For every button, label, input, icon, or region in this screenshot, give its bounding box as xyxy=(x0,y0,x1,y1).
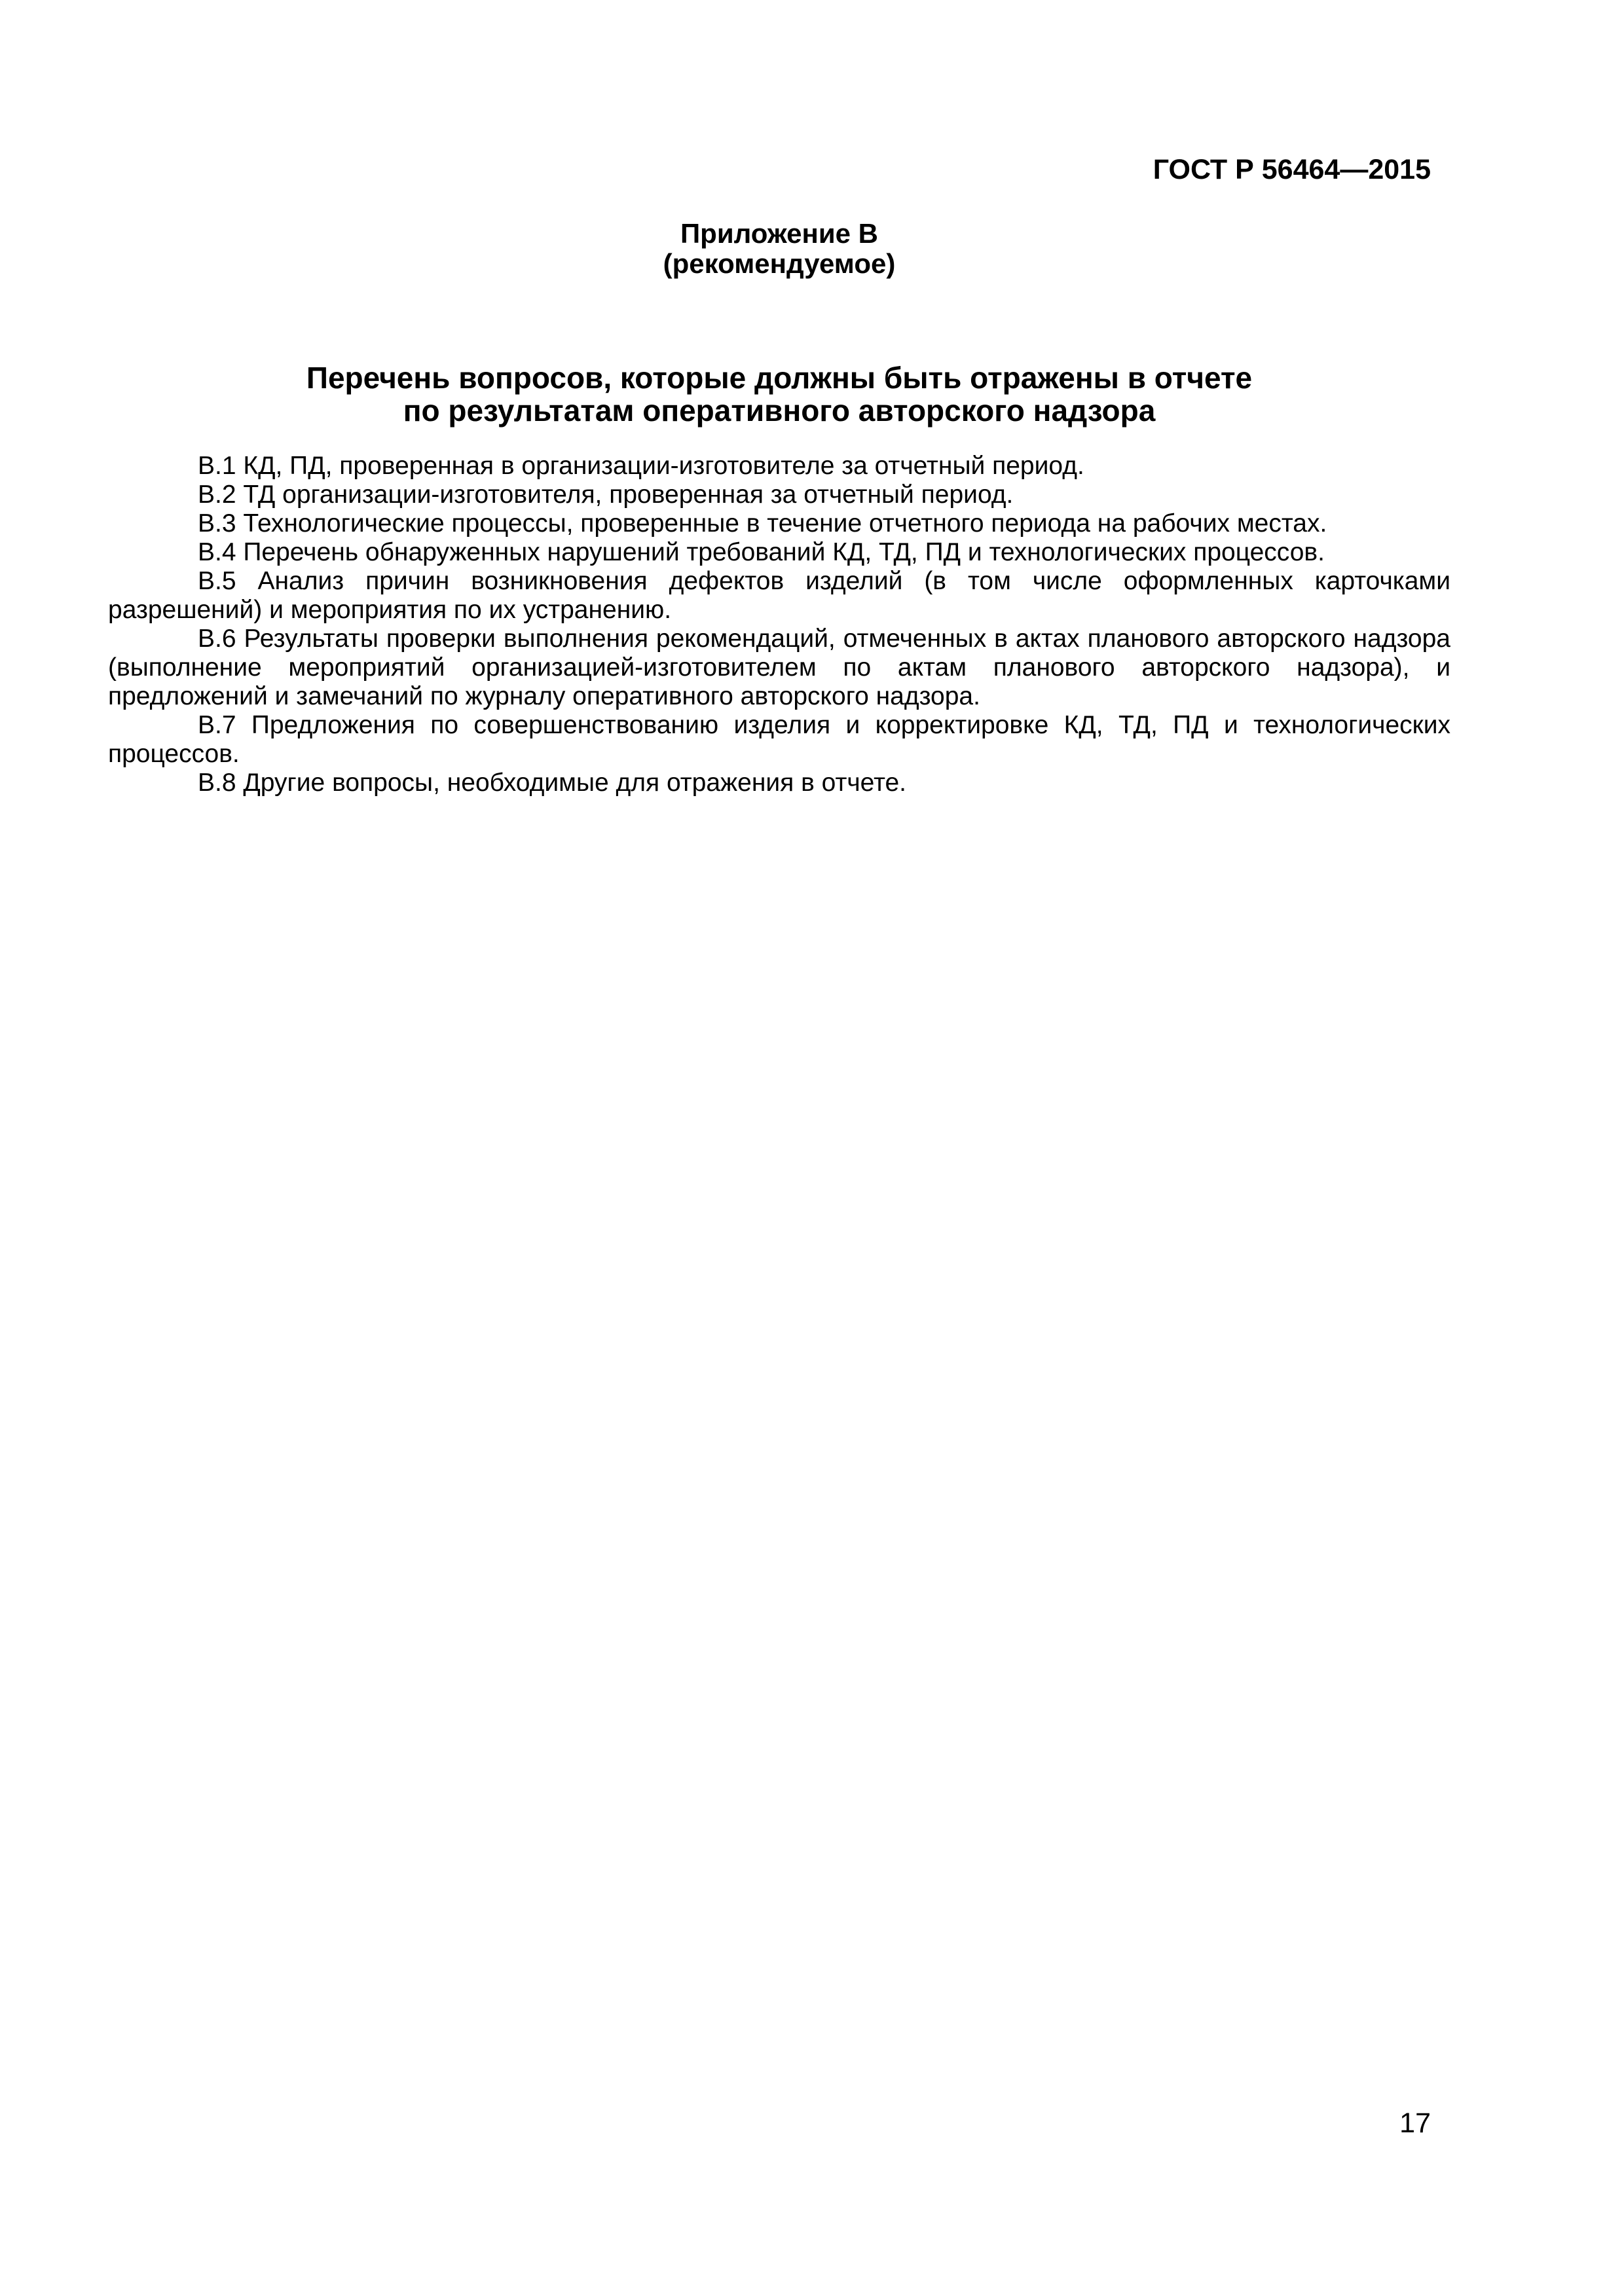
paragraph-v2: В.2 ТД организации-изготовителя, проверенная за отчетный период. xyxy=(198,481,1014,509)
paragraph-v7: В.7 Предложения по совершенствованию изделия и корректировке КД, ТД, ПД и технологических процессов. xyxy=(108,711,1450,768)
paragraph-v4: В.4 Перечень обнаруженных нарушений требований КД, ТД, ПД и технологических процессов. xyxy=(198,538,1325,566)
section-title-line1: Перечень вопросов, которые должны быть отражены в отчете xyxy=(306,361,1253,395)
document-header xyxy=(108,155,1431,185)
paragraph-v5: В.5 Анализ причин возникновения дефектов изделий (в том числе оформленных карточками разрешений) и мероприятия по их устранению. xyxy=(108,567,1450,624)
appendix-label: Приложение В xyxy=(680,218,879,249)
appendix-heading xyxy=(108,219,1450,279)
standard-code: ГОСТ Р 56464—2015 xyxy=(1153,154,1431,185)
appendix-note: (рекомендуемое) xyxy=(663,248,896,279)
paragraph-v3: В.3 Технологические процессы, проверенные в течение отчетного периода на рабочих местах. xyxy=(198,509,1327,538)
paragraph-v8: В.8 Другие вопросы, необходимые для отражения в отчете. xyxy=(198,769,907,797)
section-title xyxy=(108,361,1450,427)
paragraph-v1: В.1 КД, ПД, проверенная в организации-изготовителе за отчетный период. xyxy=(198,452,1084,480)
section-title-line2: по результатам оперативного авторского надзора xyxy=(403,393,1156,428)
paragraph-v6: В.6 Результаты проверки выполнения рекомендаций, отмеченных в актах планового авторского надзора (выполнение мероприятий организацией-изготовителем по актам планового авторского надзора), и предложений и замечаний по журналу оперативного авторского надзора. xyxy=(108,625,1450,710)
page-number: 17 xyxy=(1399,2107,1431,2139)
body-text xyxy=(108,452,1450,797)
